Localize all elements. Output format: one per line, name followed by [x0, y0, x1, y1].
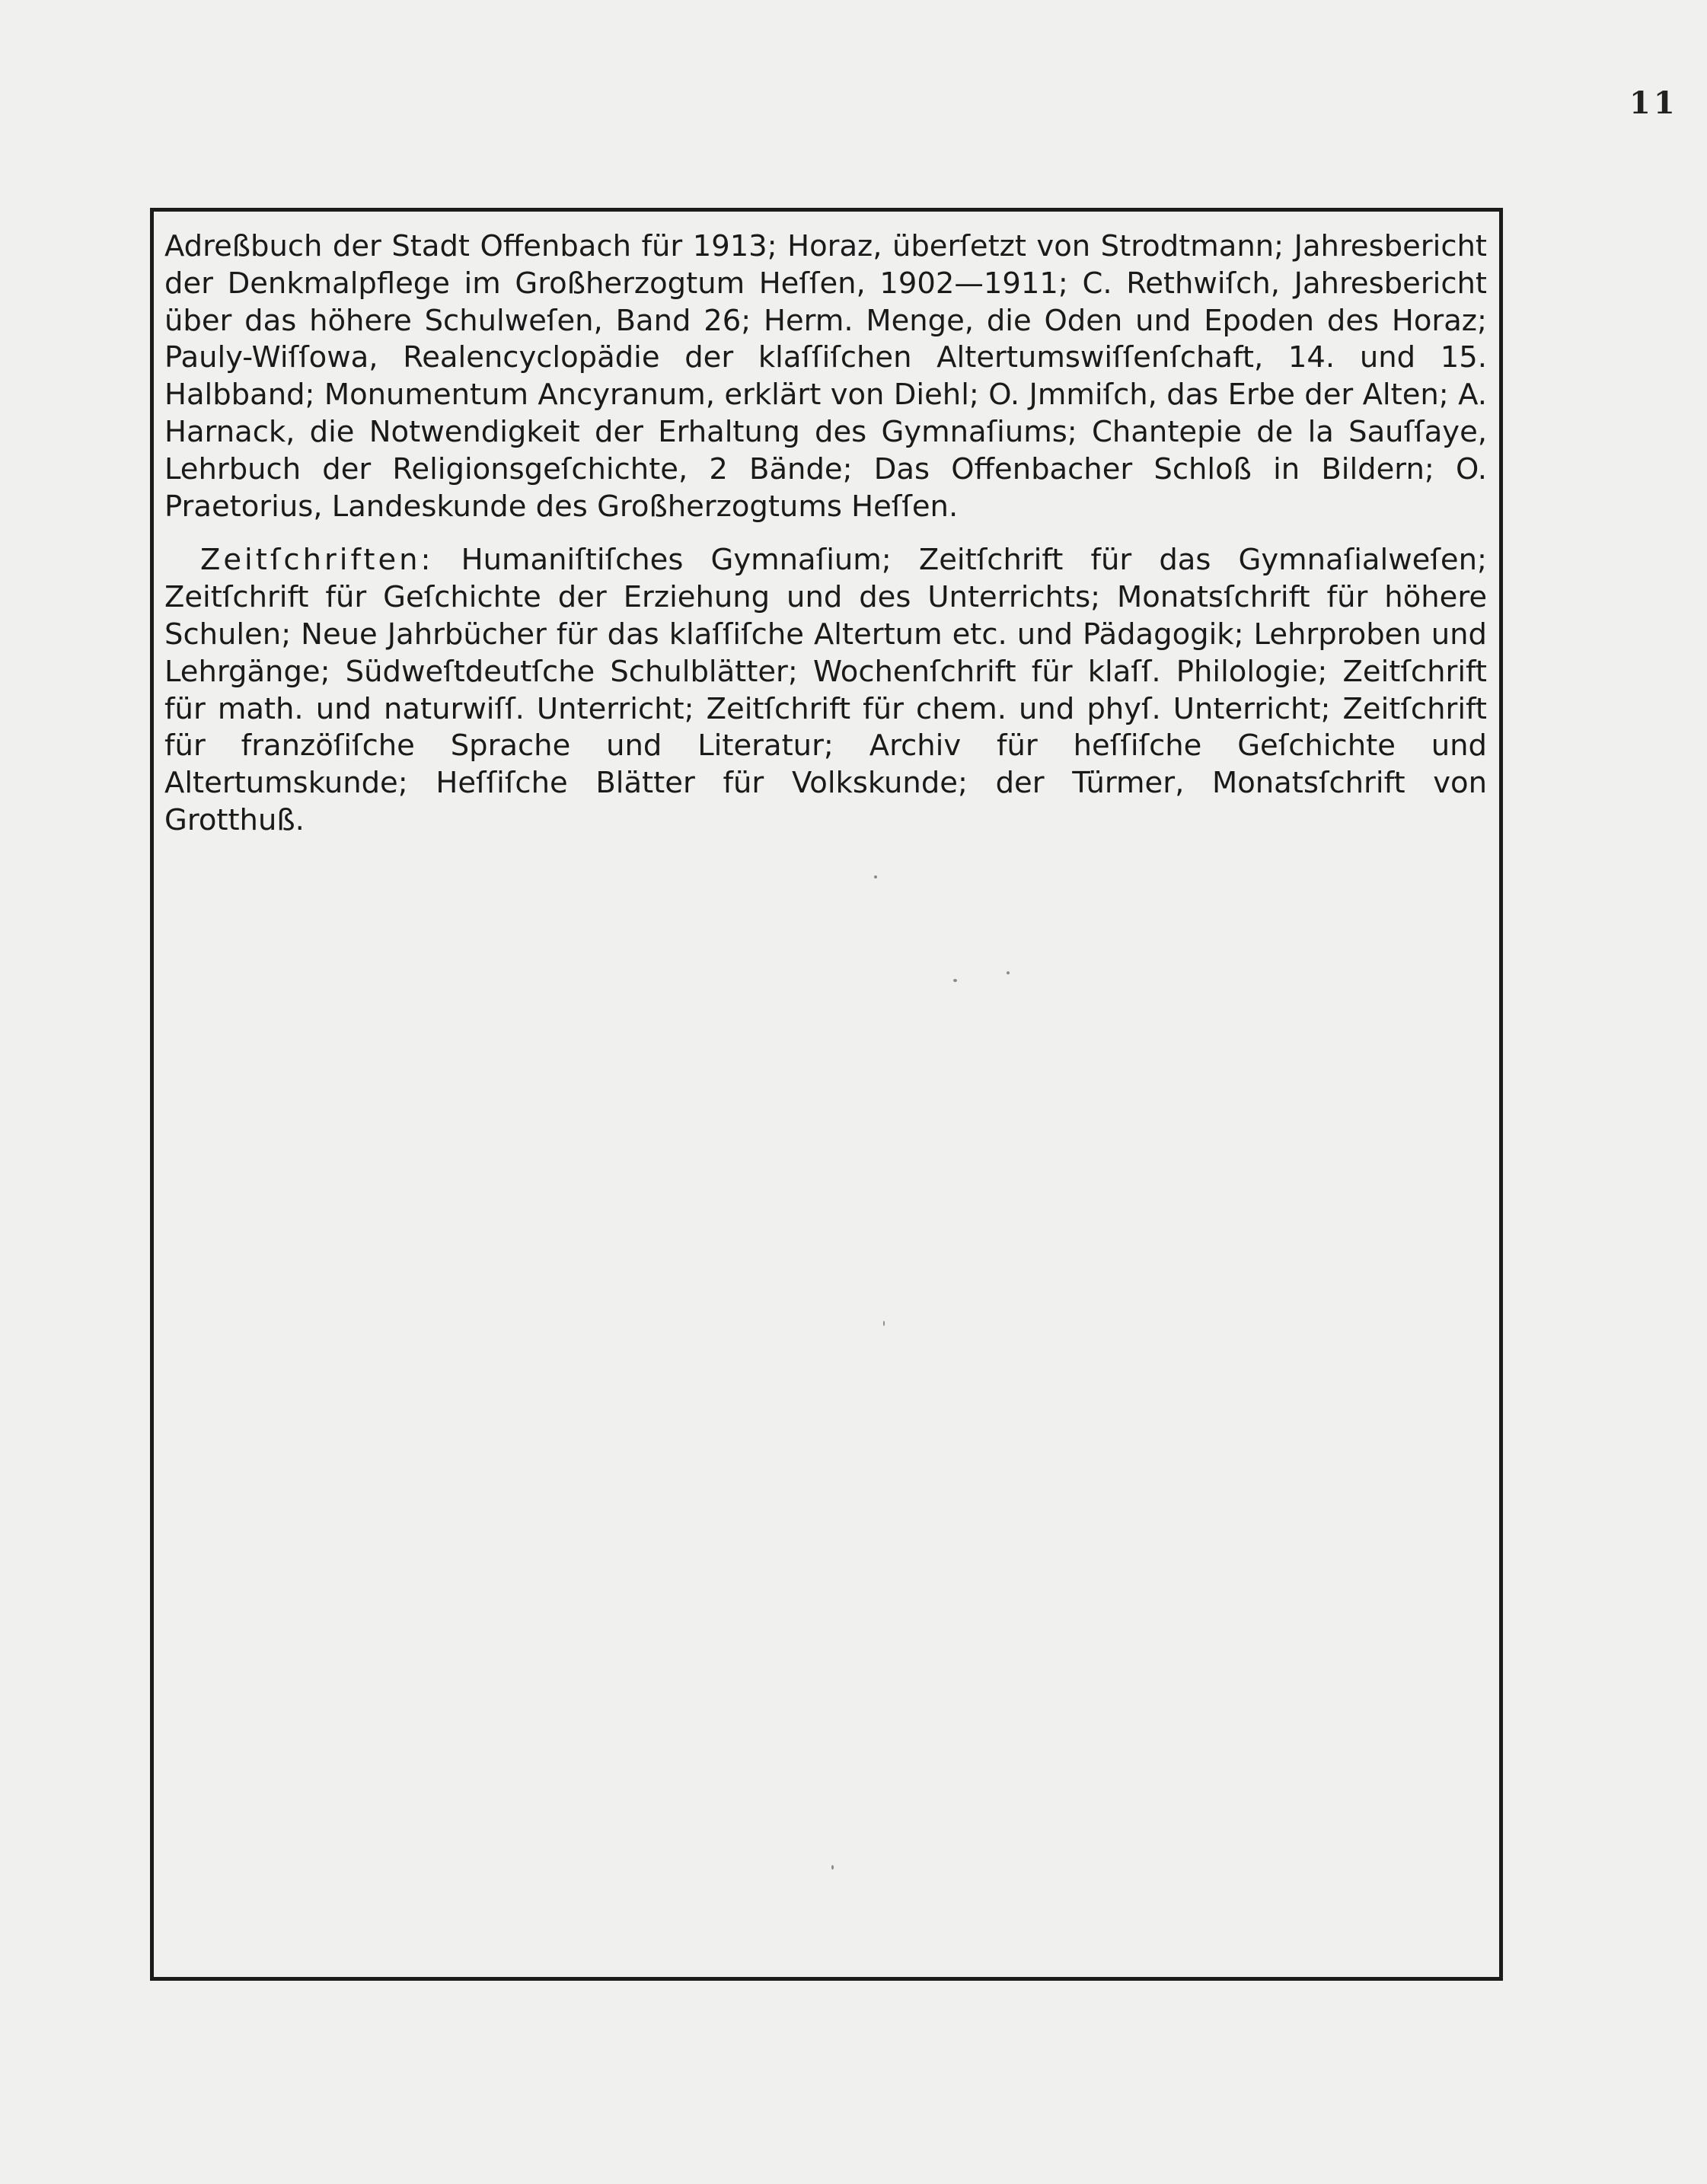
- paper-speck: [874, 875, 877, 878]
- journals-list: Humaniſtiſches Gymnaſium; Zeitſchrift für das Gymnaſialweſen; Zeitſchrift für Geſchichte der Erziehung und des Unterrichts; Monatsſchrift für höhere Schulen; Neue Jahrbücher für das klaſſiſche Altertum etc. und Pädagogik; Lehrproben und Lehrgänge; Südweſtdeutſche Schulblätter; Wochenſchrift für klaſſ. Philologie; Zeitſchrift für math. und naturwiſſ. Unterricht; Zeitſchrift für chem. und phyſ. Unterricht; Zeitſchrift für franzöſiſche Sprache und Literatur; Archiv für heſſiſche Geſchichte und Altertumskunde; Heſſiſche Blätter für Volkskunde; der Türmer, Monatsſchrift von Grotthuß.: [164, 543, 1487, 837]
- paper-speck: [953, 979, 957, 982]
- bibliography-text: [164, 228, 1487, 840]
- bibliography-journals-paragraph: [164, 542, 1487, 839]
- paper-speck: [883, 1321, 885, 1326]
- bibliography-books-paragraph: Adreßbuch der Stadt Offenbach für 1913; Horaz, überſetzt von Strodtmann; Jahresbericht der Denkmalpflege im Großherzogtum Heſſen, 1902—1911; C. Rethwiſch, Jahresbericht über das höhere Schulweſen, Band 26; Herm. Menge, die Oden und Epoden des Horaz; Pauly-Wiſſowa, Realencyclopädie der klaſſiſchen Altertumswiſſenſchaft, 14. und 15. Halbband; Monumentum Ancyranum, erklärt von Diehl; O. Jmmiſch, das Erbe der Alten; A. Harnack, die Notwendigkeit der Erhaltung des Gymnaſiums; Chantepie de la Sauſſaye, Lehrbuch der Religionsgeſchichte, 2 Bände; Das Offenbacher Schloß in Bildern; O. Praetorius, Landeskunde des Großherzogtums Heſſen.: [164, 229, 1487, 524]
- page-number: 11: [1629, 85, 1678, 121]
- journals-heading: Zeitſchriften:: [200, 543, 434, 578]
- paper-speck: [1007, 971, 1010, 974]
- paper-speck: [831, 1865, 834, 1870]
